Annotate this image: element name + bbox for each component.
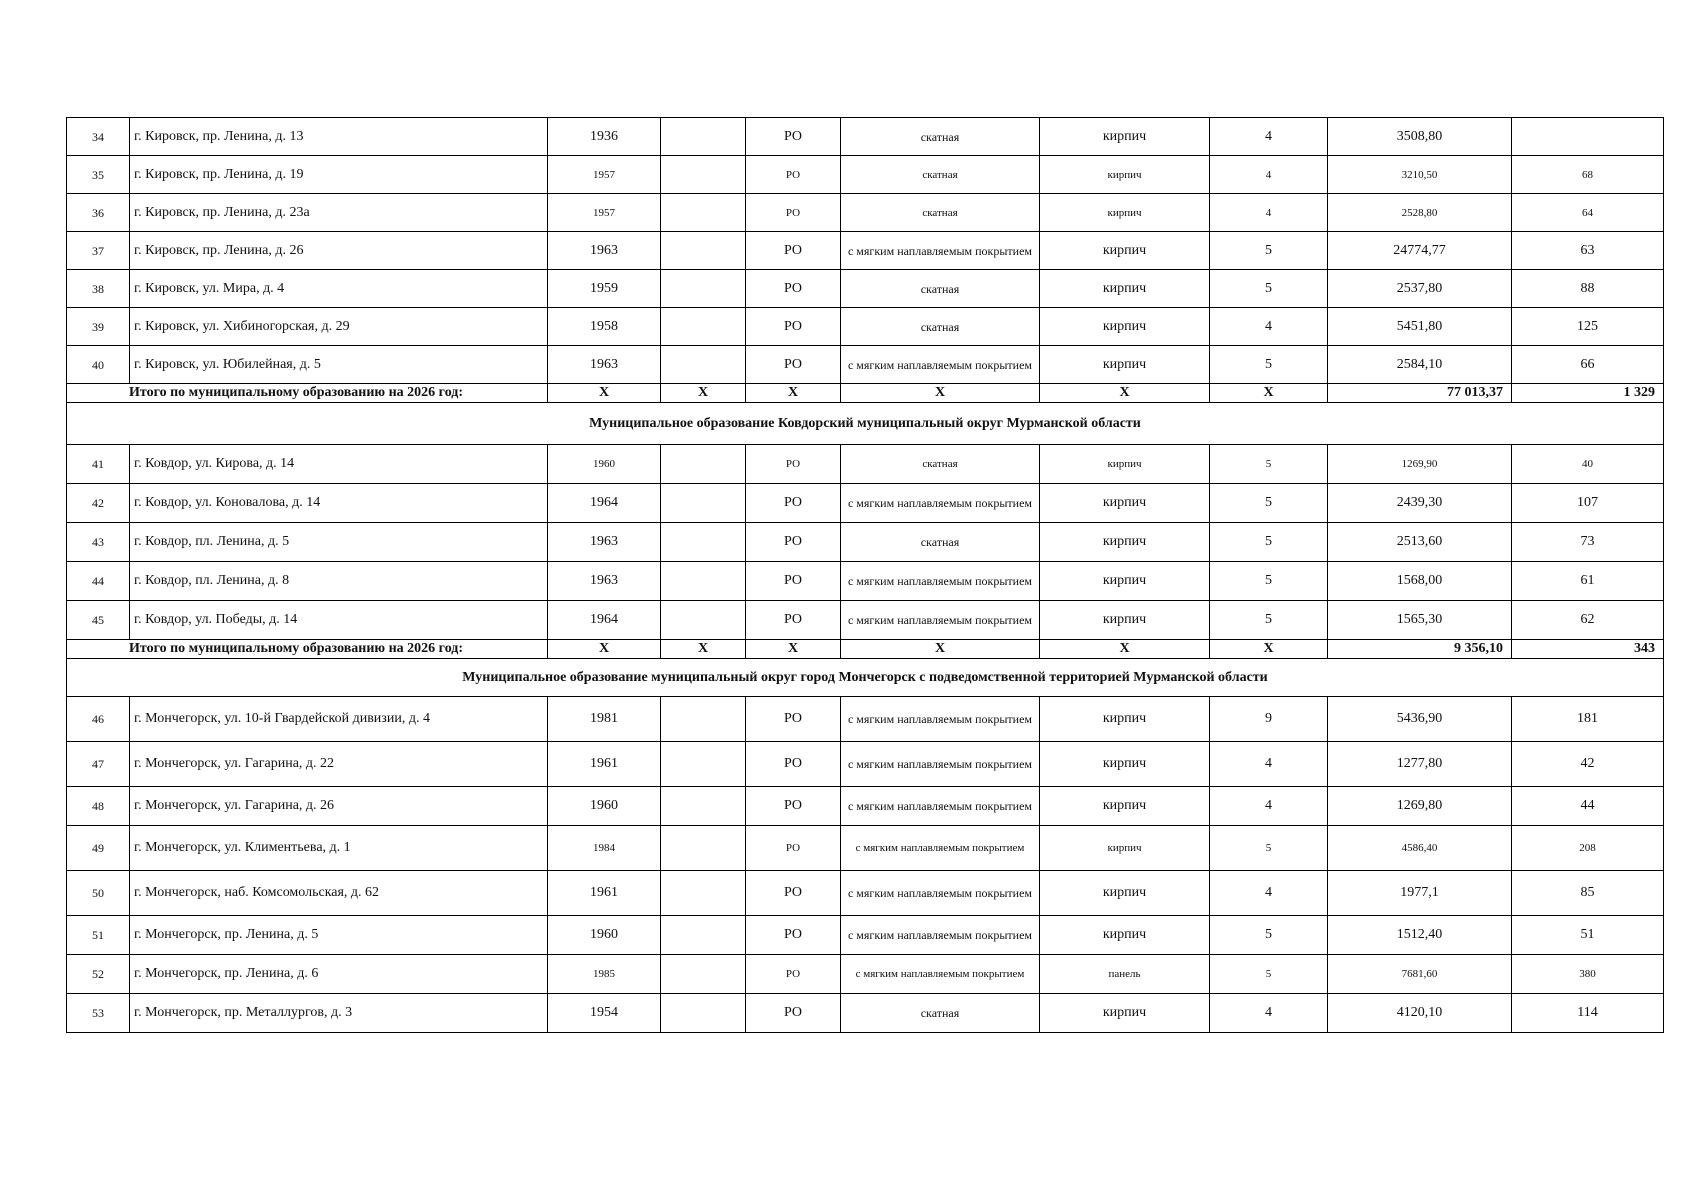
floors-cell: 5	[1210, 955, 1328, 994]
area-cell: 2439,30	[1328, 484, 1512, 523]
total-x: X	[841, 384, 1040, 403]
year-cell: 1957	[548, 156, 661, 194]
table-row	[67, 562, 1664, 601]
empty-cell	[661, 871, 746, 916]
roof-cell: с мягким наплавляемым покрытием	[841, 871, 1040, 916]
roof-cell: скатная	[841, 118, 1040, 156]
row-number: 53	[67, 994, 130, 1033]
year-cell: 1957	[548, 194, 661, 232]
section-title: Муниципальное образование Ковдорский муниципальный округ Мурманской области	[67, 403, 1664, 445]
empty-cell	[661, 826, 746, 871]
roof-cell: с мягким наплавляемым покрытием	[841, 787, 1040, 826]
area-cell: 2537,80	[1328, 270, 1512, 308]
qty-cell: 51	[1512, 916, 1664, 955]
table-row	[67, 601, 1664, 640]
year-cell: 1963	[548, 523, 661, 562]
year-cell: 1958	[548, 308, 661, 346]
floors-cell: 4	[1210, 156, 1328, 194]
row-number: 39	[67, 308, 130, 346]
total-row	[67, 384, 1664, 403]
total-x: X	[548, 640, 661, 659]
type-cell: РО	[746, 308, 841, 346]
address-cell: г. Мончегорск, пр. Ленина, д. 6	[130, 955, 548, 994]
type-cell: РО	[746, 916, 841, 955]
roof-cell: с мягким наплавляемым покрытием	[841, 955, 1040, 994]
wall-cell: кирпич	[1040, 484, 1210, 523]
address-cell: г. Ковдор, пл. Ленина, д. 5	[130, 523, 548, 562]
area-cell: 1269,90	[1328, 445, 1512, 484]
qty-cell: 107	[1512, 484, 1664, 523]
area-cell: 2584,10	[1328, 346, 1512, 384]
address-cell: г. Кировск, пр. Ленина, д. 13	[130, 118, 548, 156]
floors-cell: 4	[1210, 871, 1328, 916]
qty-cell: 62	[1512, 601, 1664, 640]
table-row	[67, 994, 1664, 1033]
empty-cell	[661, 445, 746, 484]
empty-cell	[661, 994, 746, 1033]
table-body	[67, 118, 1664, 1033]
total-x: X	[661, 384, 746, 403]
total-qty: 343	[1512, 640, 1664, 659]
year-cell: 1964	[548, 484, 661, 523]
year-cell: 1960	[548, 445, 661, 484]
floors-cell: 5	[1210, 232, 1328, 270]
total-x: X	[1210, 384, 1328, 403]
roof-cell: с мягким наплавляемым покрытием	[841, 232, 1040, 270]
empty-cell	[661, 523, 746, 562]
year-cell: 1964	[548, 601, 661, 640]
qty-cell: 114	[1512, 994, 1664, 1033]
empty-cell	[661, 742, 746, 787]
table-row	[67, 270, 1664, 308]
wall-cell: кирпич	[1040, 194, 1210, 232]
qty-cell: 68	[1512, 156, 1664, 194]
total-row	[67, 640, 1664, 659]
type-cell: РО	[746, 742, 841, 787]
area-cell: 2528,80	[1328, 194, 1512, 232]
table-row	[67, 871, 1664, 916]
wall-cell: кирпич	[1040, 523, 1210, 562]
row-number: 45	[67, 601, 130, 640]
qty-cell: 85	[1512, 871, 1664, 916]
wall-cell: кирпич	[1040, 156, 1210, 194]
wall-cell: кирпич	[1040, 270, 1210, 308]
address-cell: г. Кировск, пр. Ленина, д. 19	[130, 156, 548, 194]
floors-cell: 4	[1210, 308, 1328, 346]
floors-cell: 5	[1210, 562, 1328, 601]
row-number: 47	[67, 742, 130, 787]
floors-cell: 4	[1210, 118, 1328, 156]
floors-cell: 5	[1210, 916, 1328, 955]
roof-cell: скатная	[841, 270, 1040, 308]
area-cell: 5436,90	[1328, 697, 1512, 742]
table-row	[67, 523, 1664, 562]
year-cell: 1961	[548, 871, 661, 916]
address-cell: г. Мончегорск, ул. Климентьева, д. 1	[130, 826, 548, 871]
empty-cell	[661, 787, 746, 826]
roof-cell: с мягким наплавляемым покрытием	[841, 697, 1040, 742]
year-cell: 1960	[548, 787, 661, 826]
row-number: 34	[67, 118, 130, 156]
total-x: X	[746, 640, 841, 659]
row-number: 36	[67, 194, 130, 232]
section-row	[67, 403, 1664, 445]
qty-cell: 181	[1512, 697, 1664, 742]
qty-cell: 40	[1512, 445, 1664, 484]
floors-cell: 5	[1210, 601, 1328, 640]
address-cell: г. Кировск, пр. Ленина, д. 23а	[130, 194, 548, 232]
empty-cell	[661, 955, 746, 994]
type-cell: РО	[746, 118, 841, 156]
empty-cell	[661, 562, 746, 601]
year-cell: 1936	[548, 118, 661, 156]
roof-cell: скатная	[841, 445, 1040, 484]
type-cell: РО	[746, 871, 841, 916]
type-cell: РО	[746, 697, 841, 742]
total-x: X	[746, 384, 841, 403]
area-cell: 24774,77	[1328, 232, 1512, 270]
qty-cell: 73	[1512, 523, 1664, 562]
year-cell: 1985	[548, 955, 661, 994]
roof-cell: с мягким наплавляемым покрытием	[841, 826, 1040, 871]
area-cell: 1277,80	[1328, 742, 1512, 787]
wall-cell: кирпич	[1040, 118, 1210, 156]
address-cell: г. Мончегорск, наб. Комсомольская, д. 62	[130, 871, 548, 916]
floors-cell: 4	[1210, 787, 1328, 826]
roof-cell: скатная	[841, 194, 1040, 232]
year-cell: 1963	[548, 232, 661, 270]
wall-cell: кирпич	[1040, 445, 1210, 484]
address-cell: г. Ковдор, ул. Кирова, д. 14	[130, 445, 548, 484]
area-cell: 1269,80	[1328, 787, 1512, 826]
type-cell: РО	[746, 994, 841, 1033]
roof-cell: скатная	[841, 308, 1040, 346]
type-cell: РО	[746, 445, 841, 484]
section-title: Муниципальное образование муниципальный округ город Мончегорск с подведомственной территорией Мурманской области	[67, 659, 1664, 697]
roof-cell: скатная	[841, 994, 1040, 1033]
type-cell: РО	[746, 601, 841, 640]
wall-cell: кирпич	[1040, 232, 1210, 270]
table-row	[67, 484, 1664, 523]
qty-cell: 42	[1512, 742, 1664, 787]
row-number: 52	[67, 955, 130, 994]
housing-table	[66, 117, 1664, 1033]
empty-cell	[661, 916, 746, 955]
wall-cell: кирпич	[1040, 871, 1210, 916]
wall-cell: кирпич	[1040, 562, 1210, 601]
type-cell: РО	[746, 523, 841, 562]
table-row	[67, 194, 1664, 232]
year-cell: 1984	[548, 826, 661, 871]
type-cell: РО	[746, 270, 841, 308]
type-cell: РО	[746, 194, 841, 232]
qty-cell: 63	[1512, 232, 1664, 270]
wall-cell: кирпич	[1040, 826, 1210, 871]
area-cell: 1977,1	[1328, 871, 1512, 916]
qty-cell: 64	[1512, 194, 1664, 232]
floors-cell: 4	[1210, 194, 1328, 232]
row-number: 51	[67, 916, 130, 955]
total-x: X	[1040, 640, 1210, 659]
wall-cell: кирпич	[1040, 994, 1210, 1033]
area-cell: 5451,80	[1328, 308, 1512, 346]
address-cell: г. Мончегорск, пр. Ленина, д. 5	[130, 916, 548, 955]
table-row	[67, 156, 1664, 194]
total-x: X	[1210, 640, 1328, 659]
table-row	[67, 916, 1664, 955]
type-cell: РО	[746, 346, 841, 384]
year-cell: 1961	[548, 742, 661, 787]
area-cell: 1568,00	[1328, 562, 1512, 601]
wall-cell: панель	[1040, 955, 1210, 994]
year-cell: 1959	[548, 270, 661, 308]
qty-cell: 380	[1512, 955, 1664, 994]
area-cell: 1565,30	[1328, 601, 1512, 640]
total-x: X	[548, 384, 661, 403]
row-number: 40	[67, 346, 130, 384]
row-number: 46	[67, 697, 130, 742]
total-x: X	[1040, 384, 1210, 403]
total-x: X	[841, 640, 1040, 659]
qty-cell: 66	[1512, 346, 1664, 384]
floors-cell: 5	[1210, 346, 1328, 384]
table-row	[67, 308, 1664, 346]
wall-cell: кирпич	[1040, 742, 1210, 787]
address-cell: г. Мончегорск, ул. 10-й Гвардейской дивизии, д. 4	[130, 697, 548, 742]
row-number: 43	[67, 523, 130, 562]
empty-cell	[661, 194, 746, 232]
area-cell: 2513,60	[1328, 523, 1512, 562]
total-label: Итого по муниципальному образованию на 2026 год:	[67, 384, 548, 403]
floors-cell: 5	[1210, 270, 1328, 308]
area-cell: 7681,60	[1328, 955, 1512, 994]
address-cell: г. Мончегорск, ул. Гагарина, д. 26	[130, 787, 548, 826]
address-cell: г. Кировск, ул. Мира, д. 4	[130, 270, 548, 308]
roof-cell: скатная	[841, 523, 1040, 562]
type-cell: РО	[746, 484, 841, 523]
empty-cell	[661, 156, 746, 194]
row-number: 38	[67, 270, 130, 308]
wall-cell: кирпич	[1040, 916, 1210, 955]
row-number: 42	[67, 484, 130, 523]
table-row	[67, 787, 1664, 826]
table-row	[67, 118, 1664, 156]
total-area: 9 356,10	[1328, 640, 1512, 659]
address-cell: г. Кировск, ул. Юбилейная, д. 5	[130, 346, 548, 384]
row-number: 41	[67, 445, 130, 484]
floors-cell: 9	[1210, 697, 1328, 742]
year-cell: 1960	[548, 916, 661, 955]
empty-cell	[661, 346, 746, 384]
table-row	[67, 346, 1664, 384]
address-cell: г. Кировск, ул. Хибиногорская, д. 29	[130, 308, 548, 346]
year-cell: 1981	[548, 697, 661, 742]
floors-cell: 5	[1210, 445, 1328, 484]
total-x: X	[661, 640, 746, 659]
table-row	[67, 445, 1664, 484]
empty-cell	[661, 697, 746, 742]
floors-cell: 5	[1210, 484, 1328, 523]
total-area: 77 013,37	[1328, 384, 1512, 403]
wall-cell: кирпич	[1040, 346, 1210, 384]
type-cell: РО	[746, 156, 841, 194]
row-number: 49	[67, 826, 130, 871]
area-cell: 3508,80	[1328, 118, 1512, 156]
table-row	[67, 232, 1664, 270]
empty-cell	[661, 308, 746, 346]
floors-cell: 4	[1210, 994, 1328, 1033]
section-row	[67, 659, 1664, 697]
total-qty: 1 329	[1512, 384, 1664, 403]
address-cell: г. Кировск, пр. Ленина, д. 26	[130, 232, 548, 270]
area-cell: 4120,10	[1328, 994, 1512, 1033]
table-row	[67, 955, 1664, 994]
type-cell: РО	[746, 232, 841, 270]
document-page	[66, 117, 1663, 1033]
qty-cell: 61	[1512, 562, 1664, 601]
wall-cell: кирпич	[1040, 601, 1210, 640]
roof-cell: с мягким наплавляемым покрытием	[841, 484, 1040, 523]
roof-cell: с мягким наплавляемым покрытием	[841, 562, 1040, 601]
row-number: 50	[67, 871, 130, 916]
type-cell: РО	[746, 826, 841, 871]
roof-cell: с мягким наплавляемым покрытием	[841, 601, 1040, 640]
roof-cell: с мягким наплавляемым покрытием	[841, 916, 1040, 955]
qty-cell: 88	[1512, 270, 1664, 308]
area-cell: 4586,40	[1328, 826, 1512, 871]
type-cell: РО	[746, 955, 841, 994]
address-cell: г. Ковдор, ул. Коновалова, д. 14	[130, 484, 548, 523]
wall-cell: кирпич	[1040, 697, 1210, 742]
table-row	[67, 697, 1664, 742]
empty-cell	[661, 270, 746, 308]
row-number: 44	[67, 562, 130, 601]
qty-cell: 44	[1512, 787, 1664, 826]
year-cell: 1963	[548, 346, 661, 384]
empty-cell	[661, 484, 746, 523]
roof-cell: с мягким наплавляемым покрытием	[841, 346, 1040, 384]
empty-cell	[661, 232, 746, 270]
area-cell: 1512,40	[1328, 916, 1512, 955]
empty-cell	[661, 118, 746, 156]
qty-cell: 125	[1512, 308, 1664, 346]
area-cell: 3210,50	[1328, 156, 1512, 194]
address-cell: г. Ковдор, ул. Победы, д. 14	[130, 601, 548, 640]
table-row	[67, 826, 1664, 871]
wall-cell: кирпич	[1040, 787, 1210, 826]
row-number: 35	[67, 156, 130, 194]
roof-cell: с мягким наплавляемым покрытием	[841, 742, 1040, 787]
floors-cell: 4	[1210, 742, 1328, 787]
row-number: 48	[67, 787, 130, 826]
empty-cell	[661, 601, 746, 640]
year-cell: 1954	[548, 994, 661, 1033]
floors-cell: 5	[1210, 523, 1328, 562]
type-cell: РО	[746, 562, 841, 601]
address-cell: г. Ковдор, пл. Ленина, д. 8	[130, 562, 548, 601]
year-cell: 1963	[548, 562, 661, 601]
floors-cell: 5	[1210, 826, 1328, 871]
roof-cell: скатная	[841, 156, 1040, 194]
wall-cell: кирпич	[1040, 308, 1210, 346]
table-row	[67, 742, 1664, 787]
address-cell: г. Мончегорск, пр. Металлургов, д. 3	[130, 994, 548, 1033]
type-cell: РО	[746, 787, 841, 826]
address-cell: г. Мончегорск, ул. Гагарина, д. 22	[130, 742, 548, 787]
qty-cell: 208	[1512, 826, 1664, 871]
qty-cell	[1512, 118, 1664, 156]
total-label: Итого по муниципальному образованию на 2026 год:	[67, 640, 548, 659]
row-number: 37	[67, 232, 130, 270]
